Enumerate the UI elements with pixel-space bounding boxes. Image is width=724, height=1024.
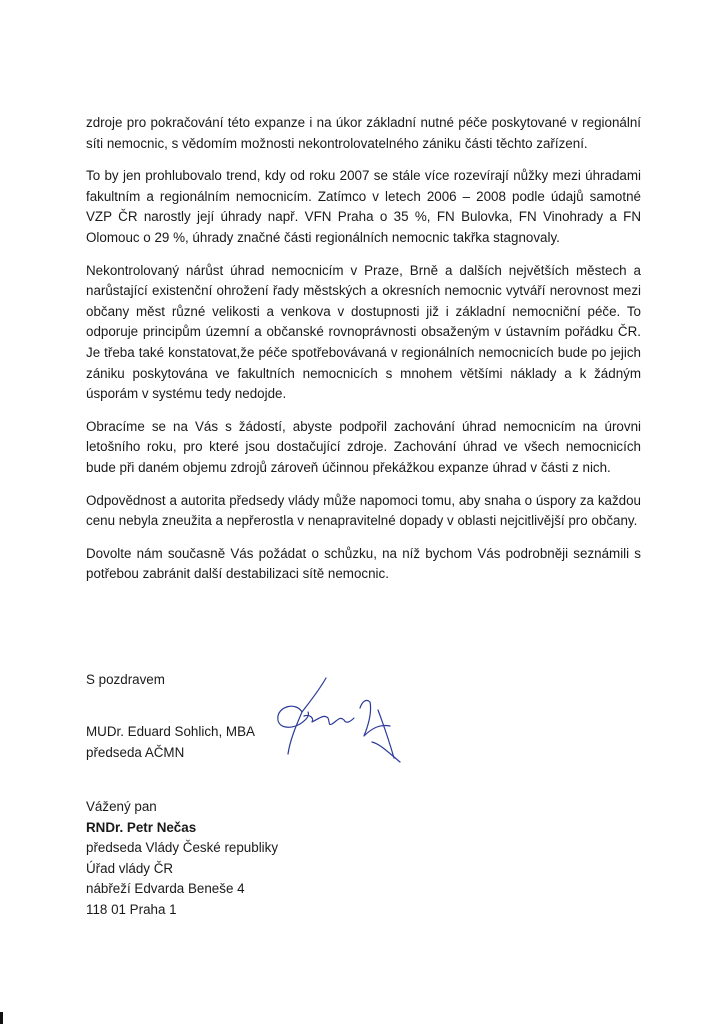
closing: S pozdravem (86, 672, 165, 687)
paragraph-5: Odpovědnost a autorita předsedy vlády může napomoci tomu, aby snaha o úspory za každou cenu nebyla zneužita a nepřerostla v nenapravitelné dopady v oblasti nejcitlivější pro občany. (86, 492, 641, 529)
recipient-line: Úřad vlády ČR (86, 860, 174, 876)
recipient-line: 118 01 Praha 1 (86, 901, 177, 917)
recipient-address (86, 797, 278, 921)
recipient-name: RNDr. Petr Nečas (86, 819, 197, 835)
recipient-line: nábřeží Edvarda Beneše 4 (86, 881, 245, 897)
paragraph-3: Nekontrolovaný nárůst úhrad nemocnicím v Praze, Brně a dalších největších městech a narůstající existenční ohrožení řady městských a okresních nemocnic vytváří nerovnost mezi občany měst různé velikosti a venkova v dostupnosti již i základní nemocniční péče. To odporuje principům územní a občanské rovnoprávnosti obsaženým v ústavním pořádku ČR. Je třeba také konstatovat,že péče spotřebovávaná v regionálních nemocnicích bude po jejich zániku poskytována ve fakultních nemocnicích s mnohem většími náklady a k žádným úsporám v systému tedy nedojde. (86, 262, 641, 402)
recipient-salutation: Vážený pan (86, 799, 157, 814)
letter-body (86, 113, 641, 597)
scan-edge-mark (0, 1012, 3, 1024)
signer-title: předseda AČMN (86, 744, 185, 760)
paragraph-6: Dovolte nám současně Vás požádat o schůzku, na níž bychom Vás podrobněji seznámili s potřebou zabránit další destabilizaci sítě nemocnic. (86, 545, 641, 582)
signer-block (86, 722, 255, 763)
paragraph-4: Obracíme se na Vás s žádostí, abyste podpořil zachování úhrad nemocnicím na úrovni letošního roku, pro které jsou dostačující zdroje. Zachování úhrad ve všech nemocnicích bude při daném objemu zdrojů zároveň účinnou překážkou expanze úhrad v části z nich. (86, 418, 641, 475)
signer-name: MUDr. Eduard Sohlich, MBA (86, 724, 255, 739)
recipient-line: předseda Vlády České republiky (86, 840, 279, 856)
handwritten-signature (268, 672, 408, 772)
paragraph-1: zdroje pro pokračování této expanze i na úkor základní nutné péče poskytované v regionální síti nemocnic, s vědomím možnosti nekontrolovatelného zániku části těchto zařízení. (86, 115, 641, 151)
paragraph-2: To by jen prohlubovalo trend, kdy od roku 2007 se stále více rozevírají nůžky mezi úhradami fakultním a regionálním nemocnicím. Zatímco v letech 2006 – 2008 podle údajů samotné VZP ČR narostly její úhrady např. VFN Praha o 35 %, FN Bulovka, FN Vinohrady a FN Olomouc o 29 %, úhrady značné části regionálních nemocnic takřka stagnovaly. (86, 168, 641, 245)
